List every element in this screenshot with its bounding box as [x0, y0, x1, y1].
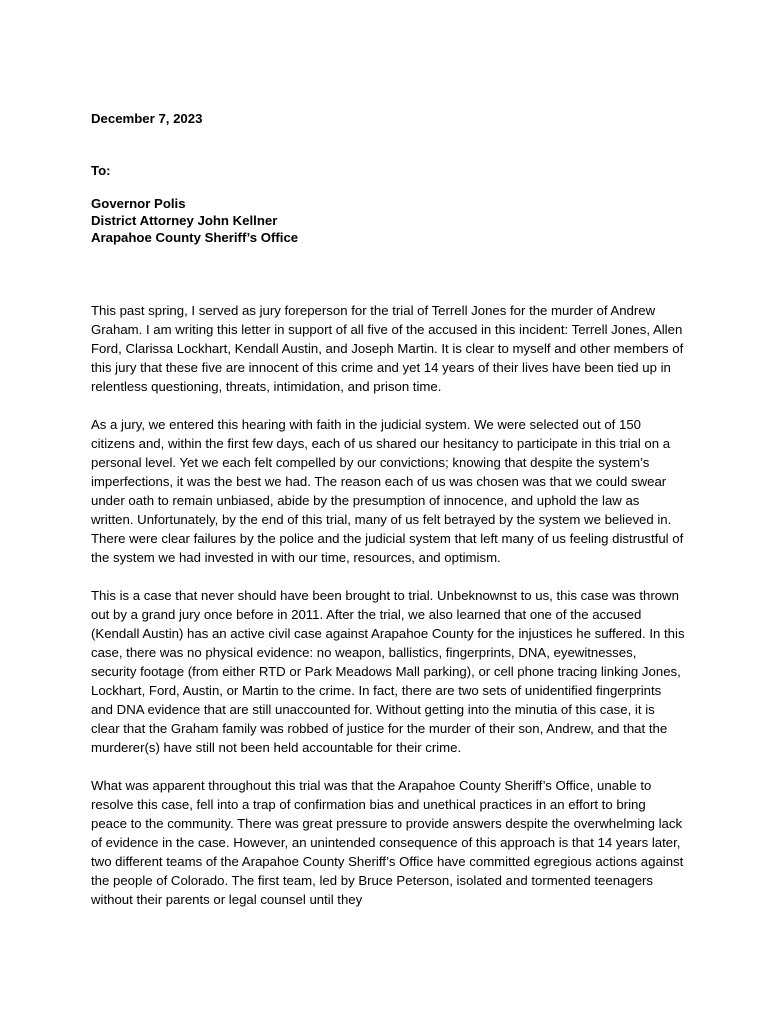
letter-content	[91, 110, 685, 928]
paragraph-1: This past spring, I served as jury foreperson for the trial of Terrell Jones for the murder of Andrew Graham. I am writing this letter in support of all five of the accused in this incident: Terrell Jones, Allen Ford, Clarissa Lockhart, Kendall Austin, and Joseph Martin. It is clear to myself and other members of this jury that these five are innocent of this crime and yet 14 years of their lives have been tied up in relentless questioning, threats, intimidation, and prison time.	[91, 303, 684, 394]
letter-date: December 7, 2023	[91, 111, 203, 126]
paragraph-4: What was apparent throughout this trial was that the Arapahoe County Sheriff’s Office, unable to resolve this case, fell into a trap of confirmation bias and unethical practices in an effort to bring peace to the community. There was great pressure to provide answers despite the overwhelming lack of evidence in the case. However, an unintended consequence of this approach is that 14 years later, two different teams of the Arapahoe County Sheriff’s Office have committed egregious actions against the people of Colorado. The first team, led by Bruce Peterson, isolated and tormented teenagers without their parents or legal counsel until they	[91, 778, 684, 907]
letter-body	[91, 301, 685, 909]
to-label: To:	[91, 163, 111, 178]
paragraph-2: As a jury, we entered this hearing with faith in the judicial system. We were selected out of 150 citizens and, within the first few days, each of us shared our hesitancy to participate in this trial on a personal level. Yet we each felt compelled by our convictions; knowing that despite the system’s imperfections, it was the best we had. The reason each of us was chosen was that we could swear under oath to remain unbiased, abide by the presumption of innocence, and uphold the law as written. Unfortunately, by the end of this trial, many of us felt betrayed by the system we believed in. There were clear failures by the police and the judicial system that left many of us feeling distrustful of the system we had invested in with our time, resources, and optimism.	[91, 417, 684, 565]
recipient-list	[91, 195, 685, 246]
paragraph-3: This is a case that never should have been brought to trial. Unbeknownst to us, this case was thrown out by a grand jury once before in 2011. After the trial, we also learned that one of the accused (Kendall Austin) has an active civil case against Arapahoe County for the injustices he suffered. In this case, there was no physical evidence: no weapon, ballistics, fingerprints, DNA, eyewitnesses, security footage (from either RTD or Park Meadows Mall parking), or cell phone tracing linking Jones, Lockhart, Ford, Austin, or Martin to the crime. In fact, there are two sets of unidentified fingerprints and DNA evidence that are still unaccounted for. Without getting into the minutia of this case, it is clear that the Graham family was robbed of justice for the murder of their son, Andrew, and that the murderer(s) have still not been held accountable for their crime.	[91, 588, 685, 755]
recipient-governor: Governor Polis	[91, 196, 186, 211]
recipient-district-attorney: District Attorney John Kellner	[91, 213, 278, 228]
recipient-sheriffs-office: Arapahoe County Sheriff’s Office	[91, 230, 299, 245]
